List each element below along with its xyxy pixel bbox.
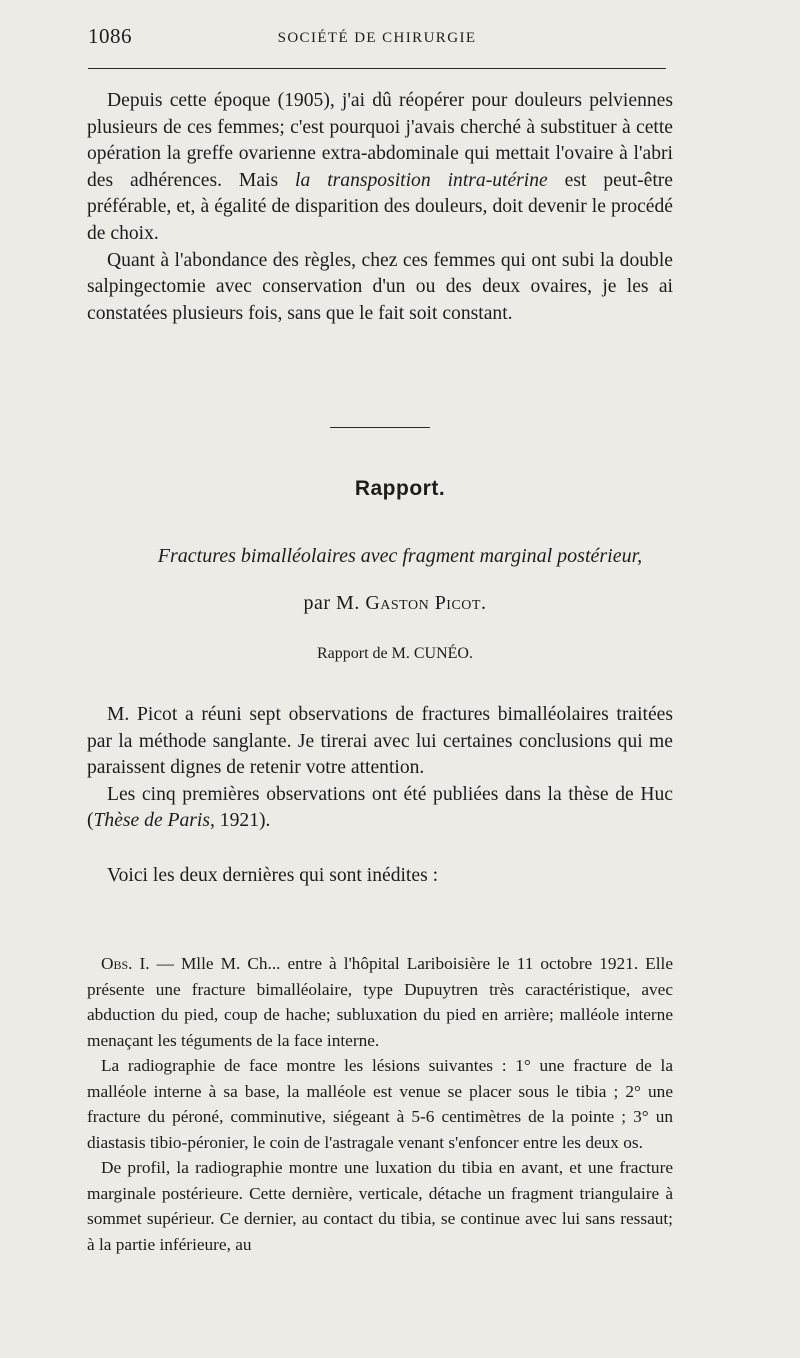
- intro-paragraph-1: [87, 88, 673, 248]
- report-citation: Thèse de Paris: [93, 810, 210, 832]
- intro-text: [87, 88, 673, 327]
- reporter-line: Rapport de M. CUNÉO.: [317, 645, 473, 662]
- section-heading: Rapport.: [354, 477, 446, 500]
- observation-paragraph-2: La radiographie de face montre les lésions suivantes : 1° une fracture de la malléole interne à sa base, la malléole est venue se placer sous le tibia ; 2° une fracture du péroné, comminutive, siégeant à 5-6 centimètres de la pointe ; 3° un diastasis tibio-péronier, le coin de l'astragale venant s'enfoncer entre les deux os.: [87, 1056, 673, 1152]
- page-number: 1086: [88, 24, 132, 48]
- observation-label: Obs. I.: [101, 954, 150, 973]
- header-rule: [88, 68, 666, 69]
- section-divider: [330, 427, 430, 428]
- article-author: [0, 592, 760, 615]
- intro-paragraph-1-text: Depuis cette époque (1905), j'ai dû réopérer pour douleurs pelviennes plusieurs de ces femmes; c'est pourquoi j'avais cherché à substituer à cette opération la greffe ovarienne extra-abdominale qui mettait l'ovaire à l'abri des adhérences. Mais: [87, 90, 673, 191]
- observation-text: [87, 951, 673, 1257]
- report-paragraph-1: M. Picot a réuni sept observations de fractures bimalléolaires traitées par la méthode sanglante. Je tirerai avec lui certaines conclusions qui me paraissent dignes de retenir votre attention.: [87, 704, 673, 779]
- running-head: SOCIÉTÉ DE CHIRURGIE: [277, 30, 477, 46]
- observation-paragraph-1: [87, 951, 673, 1053]
- report-paragraph-2-end: , 1921).: [210, 810, 271, 832]
- report-text: [87, 702, 673, 890]
- observation-paragraph-1-text: — Mlle M. Ch... entre à l'hôpital Lariboisière le 11 octobre 1921. Elle présente une fracture bimalléolaire, type Dupuytren très caractéristique, avec abduction du pied, coup de hache; subluxation du pied en arrière; malléole interne menaçant les téguments de la face interne.: [87, 954, 673, 1050]
- intro-paragraph-1-end: est peut-être préférable, et, à égalité de disparition des douleurs, doit devenir le procédé de choix.: [87, 169, 673, 244]
- page-header: [88, 24, 666, 54]
- author-prefix: par M.: [303, 592, 366, 614]
- intro-italic-phrase: la transposition intra-utérine: [295, 169, 548, 191]
- report-paragraph-2-start: Les cinq premières observations ont été publiées dans la thèse de Huc (: [87, 783, 673, 832]
- article-title: Fractures bimalléolaires avec fragment marginal postérieur,: [157, 545, 643, 567]
- observation-paragraph-3: De profil, la radiographie montre une luxation du tibia en avant, et une fracture marginale postérieure. Cette dernière, verticale, détache un fragment triangulaire à sommet supérieur. Ce dernier, au contact du tibia, se continue avec lui sans ressaut; à la partie inférieure, au: [87, 1158, 673, 1254]
- report-paragraph-2: [87, 782, 673, 835]
- author-name: Gaston Picot.: [365, 592, 487, 614]
- intro-paragraph-2: Quant à l'abondance des règles, chez ces femmes qui ont subi la double salpingectomie avec conservation d'un ou des deux ovaires, je les ai constatées plusieurs fois, sans que le fait soit constant.: [87, 249, 673, 324]
- report-paragraph-3: Voici les deux dernières qui sont inédites :: [107, 864, 439, 886]
